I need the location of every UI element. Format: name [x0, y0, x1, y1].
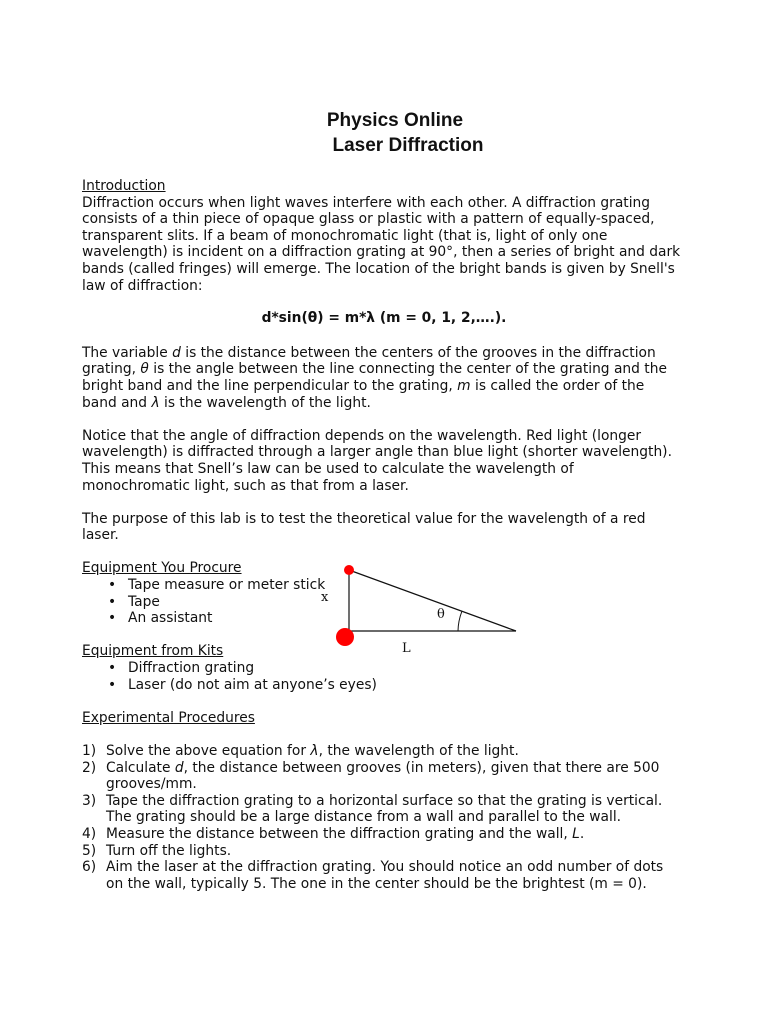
list-item: • An assistant: [128, 610, 682, 627]
introduction-heading: Introduction: [82, 178, 166, 194]
equipment-kits-heading: Equipment from Kits: [82, 643, 224, 660]
document-subtitle: Laser Diffraction: [332, 135, 484, 156]
procedures-heading: Experimental Procedures: [82, 709, 255, 726]
diffraction-triangle-diagram: [321, 556, 530, 666]
introduction-paragraph-3: Notice that the angle of diffraction depends on the wavelength. Red light (longer wavelength) is diffracted through a larger angle than blue light (shorter wavelength). This means that Snell’s law can be used to calculate the wavelength of monochromatic light, such as that from a laser.: [82, 427, 672, 494]
label-l: L: [402, 641, 411, 656]
variable-d: d: [172, 344, 181, 361]
list-item: • Diffraction grating: [128, 660, 682, 677]
introduction-paragraph-2: The variable d is the distance between the centers of the grooves in the diffraction grating, θ is the angle between the line connecting the center of the grating and the bright band and the line perpendicular to the grating, m is called the order of the band and λ is the wavelength of the light.: [82, 344, 667, 411]
list-item: • Tape: [128, 594, 682, 611]
hypotenuse: [349, 570, 516, 631]
large-dot: [336, 628, 354, 646]
list-item: 3) Tape the diffraction grating to a horizontal surface so that the grating is vertical. The grating should be a large distance from a wall and parallel to the wall.: [82, 792, 663, 826]
introduction-paragraph-1: Diffraction occurs when light waves interfere with each other. A diffraction grating consists of a thin piece of opaque glass or plastic with a pattern of equally-spaced, transparent slits. If a beam of monochromatic light (that is, light of only one wavelength) is incident on a diffraction grating at 90°, then a series of bright and dark bands (called fringes) will emerge. The location of the bright bands is given by Snell's law of diffraction:: [82, 194, 681, 294]
list-item: 2) Calculate d, the distance between grooves (in meters), given that there are 500 grooves/mm.: [82, 759, 660, 793]
diffraction-equation: d*sin(θ) = m*λ (m = 0, 1, 2,….).: [261, 310, 507, 327]
list-item: • Tape measure or meter stick: [128, 577, 682, 594]
introduction-paragraph-4: The purpose of this lab is to test the theoretical value for the wavelength of a red laser.: [82, 510, 646, 544]
label-x: x: [321, 590, 329, 605]
procedures-section: [82, 710, 682, 893]
list-item: 6) Aim the laser at the diffraction grating. You should notice an odd number of dots on the wall, typically 5. The one in the center should be the brightest (m = 0).: [82, 859, 664, 892]
equipment-procure-heading: Equipment You Procure: [82, 560, 242, 577]
introduction-section: [82, 178, 682, 544]
document-title: Physics Online: [326, 110, 464, 131]
list-item: • Laser (do not aim at anyone’s eyes): [128, 677, 682, 694]
list-item: 1) Solve the above equation for λ, the wavelength of the light.: [82, 743, 519, 759]
list-item: 5) Turn off the lights.: [82, 842, 232, 859]
angle-arc: [458, 611, 462, 631]
variable-m: m: [457, 377, 471, 394]
variable-theta: θ: [140, 361, 149, 378]
list-item: 4) Measure the distance between the diffraction grating and the wall, L.: [82, 825, 585, 842]
label-theta: θ: [437, 607, 445, 622]
small-dot: [344, 565, 354, 575]
variable-lambda: λ: [151, 394, 160, 411]
procedures-list: [82, 743, 682, 892]
document-page: [82, 108, 682, 892]
